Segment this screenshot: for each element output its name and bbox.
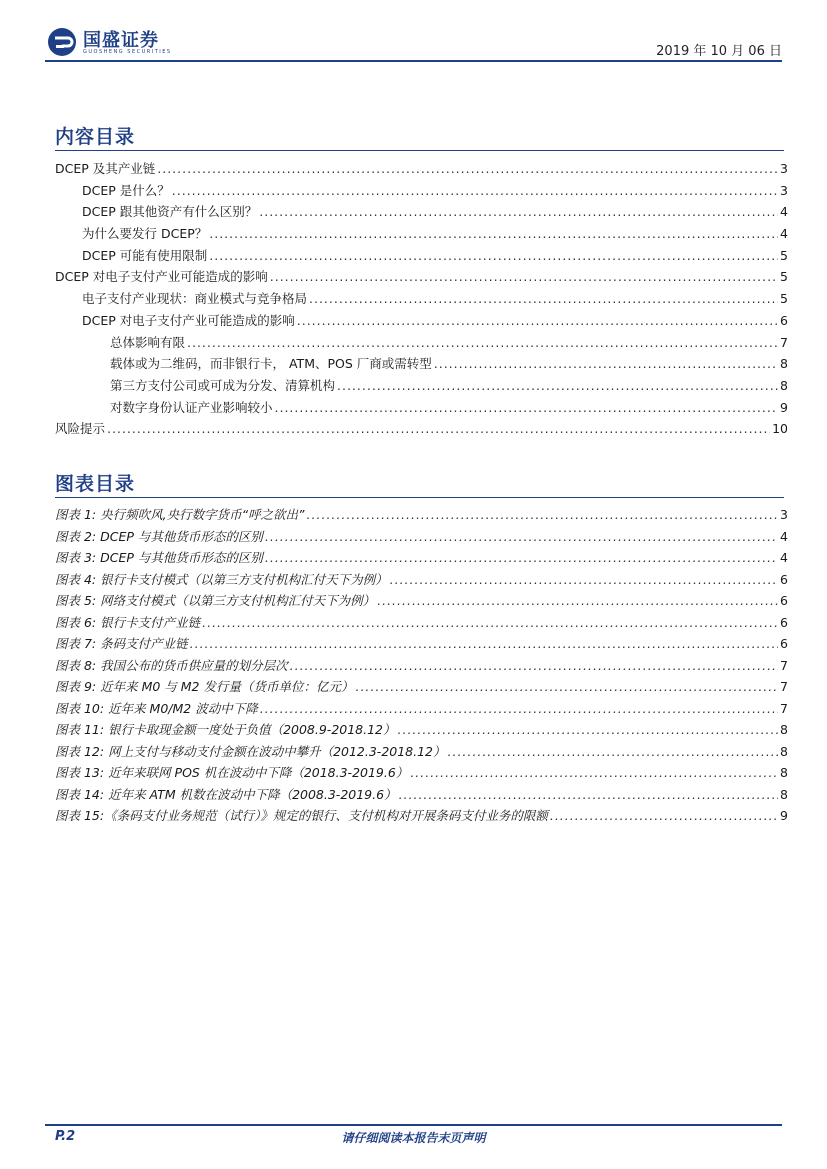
toc-entry-page: 5 — [780, 269, 788, 285]
header-divider — [45, 60, 782, 62]
dot-leader — [297, 310, 778, 332]
toc-entry-page: 7 — [780, 334, 788, 350]
figures-list — [55, 504, 788, 827]
toc-entry-page: 4 — [780, 226, 788, 242]
toc-entry-text: 对数字身份认证产业影响较小 — [110, 399, 273, 415]
figure-entry-page: 6 — [780, 636, 788, 651]
figure-entry[interactable] — [55, 504, 788, 526]
dot-leader — [107, 418, 770, 440]
figure-entry-page: 9 — [780, 808, 788, 823]
figure-entry-text: 图表 7: 条码支付产业链 — [55, 636, 188, 651]
figure-entry[interactable] — [55, 590, 788, 612]
figure-entry-page: 6 — [780, 571, 788, 587]
figure-entry-text: 图表 6: 银行卡支付产业链 — [55, 614, 201, 630]
toc-entry[interactable] — [55, 310, 788, 332]
toc-entry-text: 第三方支付公司或可成为分发、清算机构 — [110, 377, 336, 393]
figure-entry-page: 8 — [780, 765, 788, 780]
toc-entry[interactable] — [55, 397, 788, 419]
disclaimer-note: 请仔细阅读本报告末页声明 — [341, 1131, 486, 1145]
figure-entry[interactable] — [55, 784, 788, 806]
toc-entry-page: 8 — [780, 356, 788, 372]
toc-entry-text: DCEP 可能有使用限制 — [82, 247, 208, 263]
figure-entry-page: 8 — [780, 786, 788, 802]
toc-entry[interactable] — [55, 288, 788, 310]
figure-entry-text: 图表 5: 网络支付模式（以第三方支付机构汇付天下为例） — [55, 593, 376, 608]
report-date: 2019 年 10 月 06 日 — [656, 44, 782, 59]
figure-entry-text: 图表 8: 我国公布的货币供应量的划分层次 — [55, 657, 288, 673]
figure-entry[interactable] — [55, 569, 788, 591]
figure-entry[interactable] — [55, 655, 788, 677]
dot-leader — [337, 375, 778, 397]
brand-subtitle: GUOSHENG SECURITIES — [83, 49, 172, 55]
dot-leader — [172, 180, 778, 202]
figure-entry-text: 图表 9: 近年来 M0 与 M2 发行量（货币单位：亿元） — [55, 679, 354, 694]
toc-entry-text: 载体或为二维码，而非银行卡， ATM、POS 厂商或需转型 — [110, 356, 432, 372]
figure-entry-page: 4 — [780, 528, 788, 544]
toc-entry-page: 8 — [780, 377, 788, 393]
footer-divider — [45, 1124, 782, 1126]
figure-entry[interactable] — [55, 633, 788, 655]
dot-leader — [265, 547, 778, 569]
figure-entry-text: 图表 13: 近年来联网 POS 机在波动中下降（2018.3-2019.6） — [55, 765, 409, 780]
toc-entry-text: 为什么要发行 DCEP？ — [82, 226, 208, 242]
toc-entry-text: DCEP 对电子支付产业可能造成的影响 — [55, 269, 268, 285]
toc-entry-page: 3 — [780, 182, 788, 198]
toc-entry[interactable] — [55, 266, 788, 288]
figure-entry-page: 8 — [780, 722, 788, 737]
page-number: P.2 — [55, 1129, 76, 1144]
dot-leader — [390, 569, 778, 591]
figure-entry-page: 6 — [780, 614, 788, 630]
figure-entry-text: 图表 3: DCEP 与其他货币形态的区别 — [55, 550, 263, 565]
toc-entry-text: DCEP 是什么？ — [82, 182, 170, 198]
figure-entry-text: 图表 2: DCEP 与其他货币形态的区别 — [55, 528, 263, 544]
toc-entry-page: 5 — [780, 247, 788, 263]
figure-entry[interactable] — [55, 698, 788, 720]
figure-entry-page: 6 — [780, 593, 788, 608]
brand-logo-icon — [47, 27, 77, 57]
dot-leader — [265, 526, 778, 548]
dot-leader — [187, 332, 778, 354]
toc-title-divider — [55, 150, 784, 151]
figures-title-divider — [55, 497, 784, 498]
dot-leader — [550, 805, 778, 827]
toc-entry[interactable] — [55, 375, 788, 397]
dot-leader — [190, 633, 778, 655]
dot-leader — [157, 158, 778, 180]
toc-list — [55, 158, 788, 440]
page-header — [45, 22, 782, 62]
toc-entry[interactable] — [55, 223, 788, 245]
toc-title: 内容目录 — [55, 126, 136, 148]
figure-entry-page: 3 — [780, 507, 788, 522]
toc-entry-text: 总体影响有限 — [110, 334, 186, 350]
toc-entry-page: 3 — [780, 161, 788, 176]
figure-entry-text: 图表 14: 近年来 ATM 机数在波动中下降（2008.3-2019.6） — [55, 786, 397, 802]
figure-entry-text: 图表 1: 央行频吹风,央行数字货币“呼之欲出” — [55, 507, 305, 522]
dot-leader — [270, 266, 778, 288]
figure-entry[interactable] — [55, 676, 788, 698]
toc-entry-page: 9 — [780, 399, 788, 415]
figure-entry-text: 图表 12: 网上支付与移动支付金额在波动中攀升（2012.3-2018.12） — [55, 743, 446, 759]
dot-leader — [259, 201, 778, 223]
dot-leader — [309, 288, 778, 310]
toc-entry[interactable] — [55, 158, 788, 180]
brand-name: 国盛证券 — [83, 30, 159, 51]
figure-entry[interactable] — [55, 526, 788, 548]
toc-entry[interactable] — [55, 245, 788, 267]
figure-entry[interactable] — [55, 547, 788, 569]
dot-leader — [434, 353, 778, 375]
figure-entry-text: 图表 10: 近年来 M0/M2 波动中下降 — [55, 700, 258, 716]
toc-entry-text: DCEP 对电子支付产业可能造成的影响 — [82, 312, 295, 328]
figure-entry-page: 7 — [780, 700, 788, 716]
dot-leader — [290, 655, 778, 677]
toc-entry-text: DCEP 跟其他资产有什么区别？ — [82, 204, 258, 220]
toc-entry-page: 6 — [780, 312, 788, 328]
toc-entry[interactable] — [55, 418, 788, 440]
dot-leader — [275, 397, 778, 419]
figure-entry[interactable] — [55, 612, 788, 634]
dot-leader — [209, 223, 778, 245]
toc-entry[interactable] — [55, 201, 788, 223]
toc-entry-text: 电子支付产业现状：商业模式与竞争格局 — [82, 291, 308, 307]
toc-entry[interactable] — [55, 353, 788, 375]
figure-entry[interactable] — [55, 741, 788, 763]
dot-leader — [202, 612, 778, 634]
figure-entry-page: 7 — [780, 679, 788, 694]
dot-leader — [448, 741, 778, 763]
toc-entry-text: 风险提示 — [55, 421, 106, 437]
figure-entry-text: 图表 11: 银行卡取现金额一度处于负值（2008.9-2018.12） — [55, 722, 396, 737]
figure-entry-page: 8 — [780, 743, 788, 759]
toc-entry-page: 4 — [780, 204, 788, 220]
dot-leader — [410, 762, 778, 784]
figure-entry-text: 图表 15:《条码支付业务规范（试行）》规定的银行、支付机构对开展条码支付业务的限额 — [55, 808, 548, 823]
figure-entry-text: 图表 4: 银行卡支付模式（以第三方支付机构汇付天下为例） — [55, 571, 388, 587]
dot-leader — [377, 590, 778, 612]
dot-leader — [355, 676, 778, 698]
dot-leader — [399, 784, 778, 806]
brand-logo — [45, 22, 195, 62]
dot-leader — [307, 504, 778, 526]
toc-entry-page: 10 — [772, 421, 788, 437]
toc-entry[interactable] — [55, 180, 788, 202]
toc-entry-text: DCEP 及其产业链 — [55, 161, 156, 176]
figures-title: 图表目录 — [55, 473, 136, 495]
figure-entry-page: 4 — [780, 550, 788, 565]
toc-entry-page: 5 — [780, 291, 788, 307]
toc-entry[interactable] — [55, 332, 788, 354]
figure-entry[interactable] — [55, 805, 788, 827]
figure-entry[interactable] — [55, 719, 788, 741]
dot-leader — [209, 245, 778, 267]
figure-entry[interactable] — [55, 762, 788, 784]
dot-leader — [260, 698, 778, 720]
figure-entry-page: 7 — [780, 657, 788, 673]
dot-leader — [398, 719, 778, 741]
